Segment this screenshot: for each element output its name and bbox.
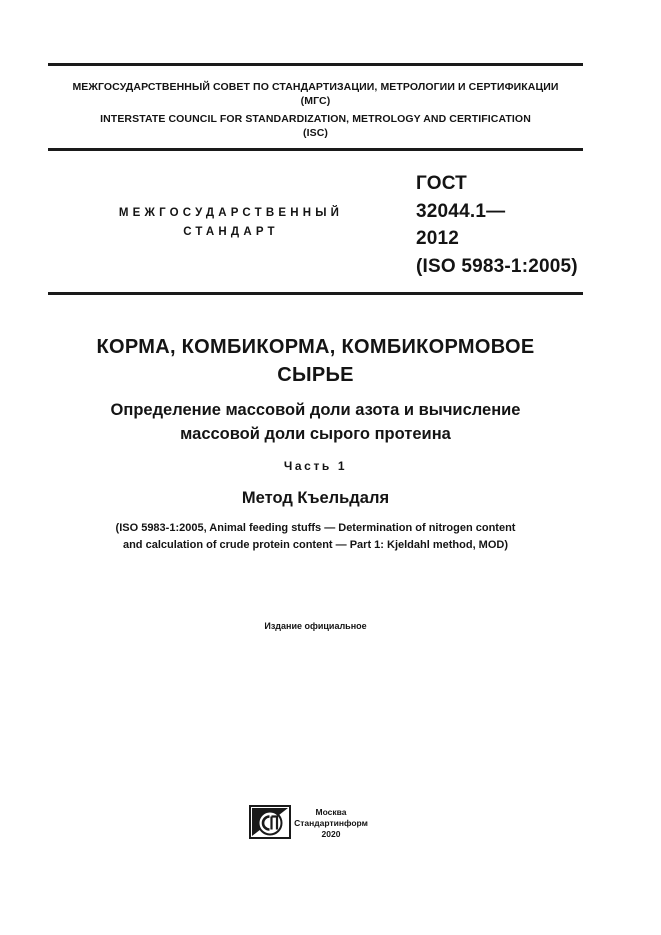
document-title [48,333,583,389]
council-ru-abbr: (МГС) [300,95,331,107]
part-label: Часть 1 [283,459,348,473]
publisher-city: Москва [315,807,347,817]
iso-reference-line1: (ISO 5983-1:2005, Animal feeding stuffs — Determination of nitrogen content [115,522,516,534]
iso-designation: (ISO 5983-1:2005) [416,255,578,277]
council-name-en [48,112,583,140]
council-en-text: INTERSTATE COUNCIL FOR STANDARDIZATION, METROLOGY AND CERTIFICATION [100,113,531,125]
council-name-ru [48,80,583,108]
publisher-name: Стандартинформ [294,818,368,828]
gost-label: ГОСТ [416,173,467,194]
subtitle-line1: Определение массовой доли азота и вычисление [110,401,521,419]
gost-number: 32044.1— [416,200,506,222]
publisher-info [292,807,370,840]
interstate-label-line2: СТАНДАРТ [183,226,279,238]
iso-reference-line2: and calculation of crude protein content — Part 1: Kjeldahl method, MOD) [122,539,509,551]
method-title: Метод Къельдаля [241,489,390,507]
middle-rule [48,148,583,151]
edition-note: Издание официальное [264,621,367,631]
gost-year: 2012 [416,228,460,249]
standartinform-logo-icon [249,805,291,839]
interstate-label-line1: МЕЖГОСУДАРСТВЕННЫЙ [118,207,344,219]
iso-reference [48,520,583,554]
subtitle-line2: массовой доли сырого протеина [180,425,451,443]
title-line1: КОРМА, КОМБИКОРМА, КОМБИКОРМОВОЕ [96,336,535,358]
council-ru-text: МЕЖГОСУДАРСТВЕННЫЙ СОВЕТ ПО СТАНДАРТИЗАЦИИ, МЕТРОЛОГИИ И СЕРТИФИКАЦИИ [72,81,559,93]
top-rule [48,63,583,66]
standard-designation [416,170,591,280]
bottom-rule [48,292,583,295]
title-line2: СЫРЬЕ [277,364,354,386]
publisher-year: 2020 [321,829,341,839]
council-en-abbr: (ISC) [303,127,328,139]
document-subtitle [48,398,583,446]
